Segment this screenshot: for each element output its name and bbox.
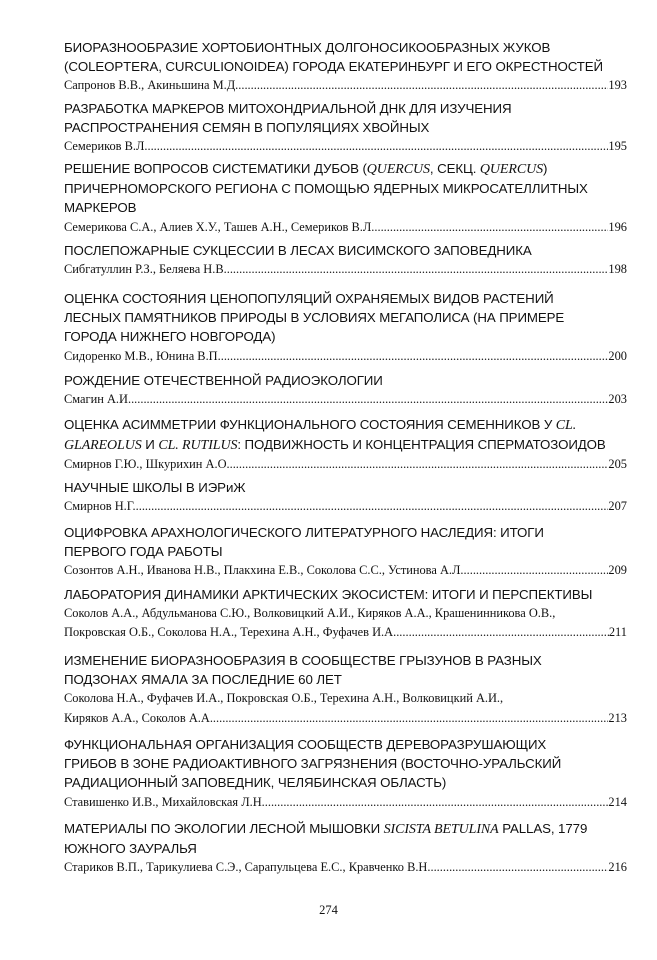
entry-title-line <box>64 289 627 308</box>
title-text: : ПОДВИЖНОСТЬ И КОНЦЕНТРАЦИЯ СПЕРМАТОЗОИДОВ <box>237 437 606 453</box>
title-text: PALLAS, 1779 <box>498 821 588 836</box>
entry-authors-line <box>64 793 627 812</box>
entry-authors-line <box>64 218 627 237</box>
entry-authors: Смирнов Н.Г. <box>64 499 136 514</box>
entry-page-number: 196 <box>608 219 627 234</box>
italic-taxon: SICISTA BETULINA <box>383 822 499 837</box>
entry-authors-line <box>64 390 627 409</box>
toc-entry <box>64 289 627 366</box>
dot-leader <box>221 347 609 366</box>
entry-title-line <box>64 585 627 604</box>
toc-entry <box>64 523 627 581</box>
entry-authors: Соколова Н.А., Фуфачев И.А., Покровская О.Б., Терехина А.Н., Волковицкий А.И., <box>64 691 504 706</box>
title-text: РАДИАЦИОННЫЙ ЗАПОВЕДНИК, ЧЕЛЯБИНСКАЯ ОБЛАСТЬ) <box>64 775 447 791</box>
title-text: И <box>141 437 159 453</box>
entry-title-line <box>64 773 627 792</box>
entry-authors: Сапронов В.В., Акиньшина М.Д. <box>64 78 239 93</box>
entry-page-number: 198 <box>608 262 627 277</box>
entry-page-number: 203 <box>608 392 627 407</box>
entry-authors: Семерикова С.А., Алиев Х.У., Ташев А.Н., Семериков В.Л. <box>64 219 375 234</box>
entry-title-line <box>64 415 627 435</box>
title-text: ЛЕСНЫХ ПАМЯТНИКОВ ПРИРОДЫ В УСЛОВИЯХ МЕГАПОЛИСА (НА ПРИМЕРЕ <box>64 310 565 326</box>
entry-title-line <box>64 99 627 118</box>
entry-authors: Созонтов А.Н., Иванова Н.В., Плакхина Е.В., Соколова С.С., Устинова А.Л. <box>64 563 464 578</box>
entry-authors: Киряков А.А., Соколов А.А. <box>64 710 213 725</box>
title-text: ГРИБОВ В ЗОНЕ РАДИОАКТИВНОГО ЗАГРЯЗНЕНИЯ (ВОСТОЧНО-УРАЛЬСКИЙ <box>64 756 562 772</box>
entry-authors: Сибгатуллин Р.З., Беляева Н.В. <box>64 262 227 277</box>
entry-page-number: 205 <box>608 457 627 472</box>
dot-leader <box>464 561 609 580</box>
dot-leader <box>136 497 609 516</box>
title-text: ПОДЗОНАХ ЯМАЛА ЗА ПОСЛЕДНИЕ 60 ЛЕТ <box>64 672 342 688</box>
entry-title-line <box>64 670 627 689</box>
dot-leader <box>374 218 608 237</box>
entry-title-line <box>64 371 627 390</box>
entry-authors: Ставишенко И.В., Михайловская Л.Н. <box>64 794 265 809</box>
entry-page-number: 211 <box>608 625 627 640</box>
entry-authors: Смагин А.И. <box>64 392 132 407</box>
title-text: ФУНКЦИОНАЛЬНАЯ ОРГАНИЗАЦИЯ СООБЩЕСТВ ДЕРЕВОРАЗРУШАЮЩИХ <box>64 737 547 752</box>
toc-entry <box>64 651 627 728</box>
entry-title-line <box>64 198 627 217</box>
entry-page-number: 213 <box>608 710 627 725</box>
dot-leader <box>131 390 608 409</box>
entry-title-line <box>64 118 627 137</box>
entry-title-line <box>64 754 627 773</box>
entry-title-line <box>64 327 627 346</box>
italic-taxon: CL. RUTILUS <box>158 438 238 454</box>
title-text: НАУЧНЫЕ ШКОЛЫ В ИЭРиЖ <box>64 480 246 495</box>
entry-authors-line <box>64 455 627 474</box>
dot-leader <box>144 137 608 156</box>
dot-leader <box>227 260 609 279</box>
entry-authors-line <box>64 260 627 279</box>
entry-authors-line <box>64 858 627 877</box>
toc-entry <box>64 38 627 96</box>
entry-authors: Стариков В.П., Тарикулиева С.Э., Сарапульцева Е.С., Кравченко В.Н. <box>64 860 431 875</box>
title-text: ПЕРВОГО ГОДА РАБОТЫ <box>64 544 223 560</box>
toc-entry <box>64 478 627 516</box>
entry-authors-line <box>64 347 627 366</box>
entry-title-line <box>64 478 627 497</box>
title-text: МАРКЕРОВ <box>64 200 137 216</box>
toc-entry <box>64 819 627 878</box>
toc-entry <box>64 585 627 643</box>
entry-title-line <box>64 179 627 198</box>
entry-title-line <box>64 57 627 76</box>
italic-taxon: QUERCUS <box>366 162 430 177</box>
entry-title-line <box>64 159 627 179</box>
title-text: (COLEOPTERA, CURCULIONOIDEA) ГОРОДА ЕКАТЕРИНБУРГ И ЕГО ОКРЕСТНОСТЕЙ <box>64 59 604 75</box>
italic-taxon: CL. <box>555 418 577 433</box>
title-text: РОЖДЕНИЕ ОТЕЧЕСТВЕННОЙ РАДИОЭКОЛОГИИ <box>64 373 383 388</box>
entry-page-number: 193 <box>608 78 627 93</box>
entry-authors-line <box>64 561 627 580</box>
toc-entry <box>64 735 627 812</box>
italic-taxon: GLAREOLUS <box>64 438 142 454</box>
entry-page-number: 207 <box>608 499 627 514</box>
title-text: ОЦЕНКА АСИММЕТРИИ ФУНКЦИОНАЛЬНОГО СОСТОЯНИЯ СЕМЕННИКОВ У <box>64 417 556 432</box>
entry-authors: Покровская О.Б., Соколова Н.А., Терехина А.Н., Фуфачев И.А <box>64 625 394 640</box>
entry-page-number: 209 <box>608 563 627 578</box>
entry-authors-line <box>64 604 627 623</box>
entry-title-line <box>64 38 627 57</box>
entry-authors-line <box>64 137 627 156</box>
dot-leader <box>213 709 608 728</box>
entry-title-line <box>64 435 627 455</box>
entry-page-number: 216 <box>608 860 627 875</box>
entry-authors-line <box>64 497 627 516</box>
dot-leader <box>430 858 608 877</box>
title-text: ОЦЕНКА СОСТОЯНИЯ ЦЕНОПОПУЛЯЦИЙ ОХРАНЯЕМЫХ ВИДОВ РАСТЕНИЙ <box>64 291 554 306</box>
toc-entry <box>64 159 627 237</box>
entry-authors: Семериков В.Л <box>64 139 145 154</box>
entry-title-line <box>64 241 627 260</box>
title-text: РАСПРОСТРАНЕНИЯ СЕМЯН В ПОПУЛЯЦИЯХ ХВОЙНЫХ <box>64 120 430 136</box>
title-text: ИЗМЕНЕНИЕ БИОРАЗНООБРАЗИЯ В СООБЩЕСТВЕ ГРЫЗУНОВ В РАЗНЫХ <box>64 653 542 668</box>
entry-authors-line <box>64 709 627 728</box>
entry-authors-line <box>64 689 627 708</box>
page-number: 274 <box>319 903 338 917</box>
entry-title-line <box>64 523 627 542</box>
entry-page-number: 200 <box>608 348 627 363</box>
toc-entry <box>64 241 627 279</box>
dot-leader <box>238 76 608 95</box>
title-text: РЕШЕНИЕ ВОПРОСОВ СИСТЕМАТИКИ ДУБОВ ( <box>64 161 367 176</box>
title-text: ) <box>542 161 548 176</box>
entry-title-line <box>64 651 627 670</box>
entry-title-line <box>64 735 627 754</box>
toc-entry <box>64 371 627 409</box>
title-text: , СЕКЦ. <box>429 161 480 176</box>
entry-title-line <box>64 819 627 839</box>
entry-authors: Смирнов Г.Ю., Шкурихин А.О. <box>64 457 230 472</box>
entry-title-line <box>64 542 627 561</box>
entry-authors-line <box>64 76 627 95</box>
title-text: МАТЕРИАЛЫ ПО ЭКОЛОГИИ ЛЕСНОЙ МЫШОВКИ <box>64 821 384 836</box>
entry-authors-line <box>64 623 627 642</box>
dot-leader <box>393 623 609 642</box>
title-text: ЮЖНОГО ЗАУРАЛЬЯ <box>64 841 197 857</box>
title-text: ПОСЛЕПОЖАРНЫЕ СУКЦЕССИИ В ЛЕСАХ ВИСИМСКОГО ЗАПОВЕДНИКА <box>64 243 532 258</box>
title-text: РАЗРАБОТКА МАРКЕРОВ МИТОХОНДРИАЛЬНОЙ ДНК ДЛЯ ИЗУЧЕНИЯ <box>64 101 512 116</box>
title-text: БИОРАЗНООБРАЗИЕ ХОРТОБИОНТНЫХ ДОЛГОНОСИКООБРАЗНЫХ ЖУКОВ <box>64 40 551 55</box>
entry-page-number: 214 <box>608 794 627 809</box>
entry-page-number: 195 <box>608 139 627 154</box>
toc-entry <box>64 99 627 157</box>
entry-authors: Сидоренко М.В., Юнина В.П. <box>64 348 221 363</box>
entry-title-line <box>64 308 627 327</box>
dot-leader <box>230 455 609 474</box>
entry-authors: Соколов А.А., Абдульманова С.Ю., Волковицкий А.И., Киряков А.А., Крашенинникова О.В., <box>64 606 556 621</box>
title-text: ГОРОДА НИЖНЕГО НОВГОРОДА) <box>64 329 276 345</box>
dot-leader <box>265 793 609 812</box>
italic-taxon: QUERCUS <box>479 162 543 177</box>
toc-entry <box>64 415 627 475</box>
title-text: ПРИЧЕРНОМОРСКОГО РЕГИОНА С ПОМОЩЬЮ ЯДЕРНЫХ МИКРОСАТЕЛЛИТНЫХ <box>64 181 588 197</box>
entry-title-line <box>64 839 627 858</box>
title-text: ЛАБОРАТОРИЯ ДИНАМИКИ АРКТИЧЕСКИХ ЭКОСИСТЕМ: ИТОГИ И ПЕРСПЕКТИВЫ <box>64 587 593 602</box>
title-text: ОЦИФРОВКА АРАХНОЛОГИЧЕСКОГО ЛИТЕРАТУРНОГО НАСЛЕДИЯ: ИТОГИ <box>64 525 544 540</box>
